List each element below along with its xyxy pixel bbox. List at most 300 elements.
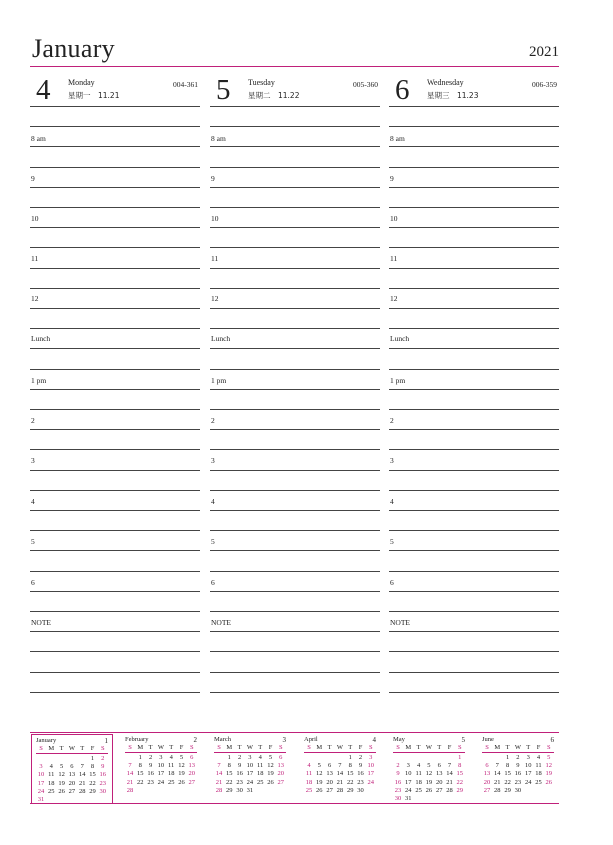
mini-calendar-day: 6 — [485, 762, 489, 770]
mini-calendar-day: 18 — [48, 779, 55, 787]
mini-calendar-day: 14 — [78, 771, 86, 779]
mini-calendar-day: 20 — [483, 778, 491, 786]
time-slot-label: 4 — [211, 497, 215, 506]
weekday-letter: S — [457, 744, 462, 751]
mini-calendar-day: 7 — [128, 762, 132, 770]
mini-calendar-day: 17 — [157, 770, 165, 778]
time-slot-label: 3 — [390, 456, 394, 465]
writing-line — [389, 449, 559, 450]
mini-calendar-day: 4 — [258, 754, 262, 761]
mini-calendar-day: 9 — [516, 762, 520, 770]
mini-calendar-day: 7 — [217, 762, 221, 770]
mini-calendar-day: 27 — [277, 778, 285, 786]
mini-calendar-day: 12 — [316, 770, 323, 778]
mini-calendar-day: 27 — [326, 786, 333, 794]
mini-calendar — [389, 734, 469, 802]
mini-calendar-day: 19 — [425, 778, 433, 786]
writing-line — [30, 510, 200, 511]
mini-calendar-day: 2 — [148, 754, 153, 761]
mini-calendar-day: 16 — [514, 770, 522, 778]
mini-calendar-day: 2 — [237, 754, 242, 761]
writing-line — [210, 247, 380, 248]
time-slot-label: 2 — [390, 416, 394, 425]
mini-calendar-day: 22 — [504, 778, 511, 786]
writing-line — [389, 672, 559, 673]
time-slot-label: 1 pm — [390, 376, 406, 385]
writing-line — [389, 207, 559, 208]
writing-line — [389, 591, 559, 592]
weekday-letter: W — [68, 745, 75, 752]
day-lunar-date: 星期三 11.23 — [427, 91, 479, 100]
mini-calendar-day: 30 — [514, 786, 522, 794]
writing-line — [389, 348, 559, 349]
time-slot-label: 5 — [390, 537, 394, 546]
writing-line — [30, 631, 200, 632]
mini-calendar-month-number: 2 — [193, 736, 197, 744]
mini-calendar-month-number: 6 — [550, 736, 554, 744]
writing-line — [389, 631, 559, 632]
writing-line — [210, 571, 380, 572]
mini-calendar-day: 6 — [437, 762, 441, 770]
time-slot-label: 4 — [390, 497, 394, 506]
mini-calendar-day: 12 — [425, 770, 433, 778]
time-slot-label: 12 — [31, 294, 39, 303]
weekday-letter: F — [447, 744, 452, 751]
weekday-header — [393, 744, 465, 753]
weekday-header — [125, 744, 197, 753]
mini-calendar-day: 9 — [237, 762, 242, 770]
writing-line — [30, 490, 200, 491]
weekday-header — [214, 744, 286, 753]
mini-calendar-month: June — [482, 736, 494, 743]
time-slot-label: 11 — [390, 254, 398, 263]
writing-line — [389, 389, 559, 390]
mini-calendar-day: 15 — [504, 770, 511, 778]
writing-line — [389, 651, 559, 652]
mini-calendar-day: 22 — [89, 779, 96, 787]
mini-calendar-day: 29 — [504, 786, 511, 794]
mini-calendar-day: 11 — [305, 770, 313, 778]
writing-line — [389, 268, 559, 269]
mini-calendar-day: 13 — [435, 770, 443, 778]
weekday-letter: M — [48, 745, 55, 752]
mini-calendar-day: 9 — [101, 763, 105, 771]
weekday-letter: S — [189, 744, 194, 751]
weekday-letter: T — [416, 744, 421, 751]
writing-line — [210, 106, 380, 107]
mini-calendar-day: 10 — [367, 762, 375, 770]
writing-line — [210, 692, 380, 693]
mini-calendar-day: 27 — [483, 786, 491, 794]
mini-calendar-day: 1 — [138, 754, 142, 761]
time-slot-label: 9 — [31, 174, 35, 183]
mini-calendar-day: 22 — [137, 778, 144, 786]
time-slot-label: 5 — [211, 537, 215, 546]
mini-calendar-day: 21 — [126, 778, 134, 786]
mini-calendar-day: 25 — [48, 787, 55, 795]
mini-calendar-day: 13 — [188, 762, 196, 770]
mini-calendar-day: 5 — [179, 754, 184, 761]
mini-calendar-day: 19 — [178, 770, 185, 778]
mini-calendar-day: 22 — [346, 778, 354, 786]
weekday-letter: M — [226, 744, 233, 751]
weekday-letter: F — [179, 744, 184, 751]
mini-calendar-day: 19 — [545, 770, 553, 778]
writing-line — [210, 187, 380, 188]
mini-calendar-day: 26 — [58, 787, 65, 795]
mini-calendar-day: 14 — [446, 770, 453, 778]
weekday-letter: S — [39, 745, 43, 752]
writing-line — [210, 167, 380, 168]
mini-calendar-day: 5 — [547, 754, 551, 761]
writing-line — [210, 126, 380, 127]
writing-line — [389, 328, 559, 329]
mini-calendar-day: 21 — [336, 778, 344, 786]
weekday-header — [304, 744, 376, 753]
mini-calendar-day: 24 — [37, 787, 45, 795]
mini-calendar-day: 30 — [394, 795, 402, 802]
mini-calendar-day: 16 — [236, 770, 243, 778]
mini-calendar-day: 18 — [535, 770, 542, 778]
weekday-letter: T — [327, 744, 332, 751]
mini-calendar-day: 14 — [126, 770, 134, 778]
mini-calendar-day: 13 — [483, 770, 491, 778]
mini-calendar-day: 8 — [138, 762, 142, 770]
writing-line — [30, 207, 200, 208]
mini-calendar-day: 3 — [248, 754, 252, 761]
writing-line — [210, 672, 380, 673]
time-slot-label: 4 — [31, 497, 35, 506]
mini-calendar-day: 26 — [267, 778, 274, 786]
mini-calendar-day: 9 — [358, 762, 363, 770]
writing-line — [30, 692, 200, 693]
mini-calendar-day: 11 — [48, 771, 55, 779]
writing-line — [210, 288, 380, 289]
mini-calendar-month: January — [36, 737, 57, 744]
writing-line — [30, 449, 200, 450]
writing-line — [210, 470, 380, 471]
weekday-letter: T — [237, 744, 242, 751]
weekday-letter: W — [246, 744, 253, 751]
mini-calendar-day: 9 — [148, 762, 153, 770]
mini-calendar-day: 28 — [336, 786, 344, 794]
weekday-letter: S — [546, 744, 551, 751]
mini-calendar-day: 9 — [396, 770, 400, 778]
weekday-letter: F — [90, 745, 95, 752]
mini-calendar-day: 20 — [435, 778, 443, 786]
mini-calendar-day: 5 — [268, 754, 273, 761]
writing-line — [30, 227, 200, 228]
mini-calendar-day: 1 — [458, 754, 462, 761]
mini-calendar-day: 17 — [524, 770, 532, 778]
mini-calendar-day: 21 — [78, 779, 86, 787]
day-name: Monday — [68, 78, 95, 87]
footer-divider-top — [30, 732, 559, 733]
weekday-header — [36, 745, 108, 754]
time-slot-label: 8 am — [31, 134, 46, 143]
day-number: 6 — [395, 74, 410, 106]
mini-calendar-day: 3 — [526, 754, 530, 761]
mini-calendar-day: 2 — [101, 755, 105, 762]
mini-calendar-day: 7 — [338, 762, 342, 770]
time-slot-label: 11 — [31, 254, 39, 263]
mini-calendar-day: 2 — [396, 762, 400, 770]
writing-line — [210, 348, 380, 349]
mini-calendar-day: 10 — [157, 762, 165, 770]
writing-line — [389, 409, 559, 410]
writing-line — [210, 369, 380, 370]
mini-calendar-day: 25 — [305, 786, 313, 794]
writing-line — [389, 288, 559, 289]
writing-line — [389, 429, 559, 430]
mini-calendar-day: 10 — [405, 770, 412, 778]
mini-calendar-day: 29 — [226, 786, 233, 794]
mini-calendar-day: 4 — [49, 763, 53, 771]
mini-calendar-day: 6 — [70, 763, 74, 771]
writing-line — [30, 106, 200, 107]
mini-calendar-day: 28 — [215, 786, 223, 794]
writing-line — [30, 591, 200, 592]
mini-calendar-day: 16 — [357, 770, 364, 778]
mini-calendar-day: 23 — [236, 778, 243, 786]
mini-calendar-day: 19 — [316, 778, 323, 786]
writing-line — [30, 429, 200, 430]
mini-calendar-day: 1 — [505, 754, 510, 761]
mini-calendar-day: 30 — [236, 786, 243, 794]
mini-calendar-day: 30 — [99, 787, 107, 795]
mini-calendar-day: 1 — [90, 755, 95, 762]
weekday-letter: M — [405, 744, 412, 751]
mini-calendar-day: 19 — [58, 779, 65, 787]
weekday-letter: S — [128, 744, 132, 751]
mini-calendar-day: 28 — [126, 786, 134, 794]
writing-line — [389, 571, 559, 572]
writing-line — [210, 328, 380, 329]
mini-calendar-day: 26 — [178, 778, 185, 786]
weekday-letter: T — [526, 744, 531, 751]
mini-calendar-day: 23 — [147, 778, 154, 786]
day-of-year-code: 005-360 — [353, 80, 378, 89]
mini-calendar — [478, 734, 558, 802]
mini-calendar-day: 8 — [458, 762, 462, 770]
mini-calendar-day: 28 — [494, 786, 501, 794]
mini-calendar-day: 8 — [227, 762, 231, 770]
mini-calendar-day: 7 — [80, 763, 84, 771]
weekday-letter: F — [268, 744, 273, 751]
time-slot-label: 10 — [211, 214, 219, 223]
mini-calendar-day: 13 — [68, 771, 76, 779]
mini-calendar-day: 23 — [357, 778, 364, 786]
mini-calendar-day: 3 — [406, 762, 410, 770]
writing-line — [30, 530, 200, 531]
mini-calendar-day: 17 — [367, 770, 375, 778]
weekday-letter: S — [217, 744, 221, 751]
time-slot-label: 6 — [211, 578, 215, 587]
writing-line — [30, 470, 200, 471]
mini-calendar-day: 28 — [446, 786, 453, 794]
mini-calendar-day: 1 — [227, 754, 231, 761]
mini-calendar-day: 29 — [89, 787, 96, 795]
time-slot-label: Lunch — [31, 334, 51, 343]
mini-calendar-day: 10 — [246, 762, 254, 770]
mini-calendar-day: 23 — [514, 778, 522, 786]
weekday-letter: W — [514, 744, 521, 751]
mini-calendar-day: 20 — [68, 779, 76, 787]
weekday-letter: S — [307, 744, 311, 751]
time-slot-label: 3 — [211, 456, 215, 465]
weekday-letter: T — [59, 745, 64, 752]
year-label: 2021 — [529, 44, 559, 60]
mini-calendar-day: 17 — [246, 770, 254, 778]
writing-line — [30, 651, 200, 652]
mini-calendar-day: 6 — [279, 754, 283, 761]
writing-line — [30, 146, 200, 147]
writing-line — [210, 631, 380, 632]
writing-line — [30, 611, 200, 612]
mini-calendar-month-number: 3 — [282, 736, 286, 744]
writing-line — [30, 348, 200, 349]
time-slot-label: 2 — [211, 416, 215, 425]
mini-calendar-day: 2 — [358, 754, 363, 761]
writing-line — [210, 530, 380, 531]
mini-calendar-day: 13 — [326, 770, 333, 778]
mini-calendar-day: 1 — [348, 754, 352, 761]
mini-calendar-day: 22 — [226, 778, 233, 786]
mini-calendar-day: 21 — [494, 778, 501, 786]
writing-line — [389, 692, 559, 693]
mini-calendar-day: 26 — [425, 786, 433, 794]
weekday-letter: S — [396, 744, 400, 751]
day-lunar-date: 星期二 11.22 — [248, 91, 300, 100]
mini-calendar-month: March — [214, 736, 231, 743]
weekday-letter: S — [368, 744, 373, 751]
weekday-letter: W — [336, 744, 343, 751]
mini-calendar-day: 15 — [137, 770, 144, 778]
mini-calendar — [121, 734, 201, 802]
writing-line — [389, 227, 559, 228]
mini-calendar-day: 12 — [545, 762, 553, 770]
mini-calendar-day: 5 — [317, 762, 321, 770]
mini-calendar-day: 24 — [367, 778, 375, 786]
mini-calendar-day: 12 — [178, 762, 185, 770]
weekday-letter: S — [485, 744, 489, 751]
mini-calendar-day: 27 — [68, 787, 76, 795]
weekday-letter: T — [348, 744, 353, 751]
weekday-letter: T — [148, 744, 153, 751]
day-number: 4 — [36, 74, 51, 106]
weekday-letter: F — [536, 744, 541, 751]
mini-calendar — [210, 734, 290, 802]
writing-line — [389, 187, 559, 188]
mini-calendar-day: 24 — [157, 778, 165, 786]
time-slot-label: 12 — [211, 294, 219, 303]
mini-calendar-day: 7 — [447, 762, 452, 770]
writing-line — [389, 490, 559, 491]
mini-calendar-day: 15 — [89, 771, 96, 779]
time-slot-label: Lunch — [390, 334, 410, 343]
writing-line — [30, 571, 200, 572]
mini-calendar-day: 4 — [536, 754, 541, 761]
writing-line — [210, 227, 380, 228]
writing-line — [210, 409, 380, 410]
mini-calendar-day: 22 — [456, 778, 464, 786]
mini-calendar-day: 27 — [188, 778, 196, 786]
mini-calendar-month-number: 1 — [104, 737, 108, 745]
mini-calendar-day: 20 — [188, 770, 196, 778]
mini-calendar-day: 29 — [346, 786, 354, 794]
writing-line — [389, 530, 559, 531]
mini-calendar-month: May — [393, 736, 405, 743]
writing-line — [210, 268, 380, 269]
mini-calendar-day: 24 — [524, 778, 532, 786]
mini-calendar-day: 31 — [405, 795, 412, 802]
month-title: January — [32, 34, 115, 63]
mini-calendar-day: 18 — [167, 770, 175, 778]
writing-line — [30, 308, 200, 309]
mini-calendar-month: April — [304, 736, 318, 743]
mini-calendar-day: 18 — [256, 770, 264, 778]
mini-calendar-day: 15 — [346, 770, 354, 778]
weekday-header — [482, 744, 554, 753]
writing-line — [389, 611, 559, 612]
mini-calendar-day: 5 — [427, 762, 431, 770]
time-slot-label: NOTE — [31, 618, 51, 627]
time-slot-label: Lunch — [211, 334, 231, 343]
weekday-letter: M — [137, 744, 144, 751]
mini-calendar-day: 17 — [37, 779, 45, 787]
time-slot-label: 9 — [390, 174, 394, 183]
writing-line — [389, 550, 559, 551]
weekday-letter: M — [316, 744, 323, 751]
mini-calendar-month-number: 5 — [461, 736, 465, 744]
time-slot-label: NOTE — [390, 618, 410, 627]
mini-calendar-day: 30 — [357, 786, 364, 794]
writing-line — [30, 328, 200, 329]
writing-line — [210, 449, 380, 450]
mini-calendar-day: 10 — [37, 771, 45, 779]
mini-calendar-day: 27 — [435, 786, 443, 794]
mini-calendar-day: 6 — [190, 754, 194, 761]
mini-calendar-day: 25 — [535, 778, 542, 786]
mini-calendar-day: 15 — [456, 770, 464, 778]
mini-calendar-day: 29 — [456, 786, 464, 794]
mini-calendar-day: 26 — [545, 778, 553, 786]
mini-calendar — [300, 734, 380, 802]
day-of-year-code: 004-361 — [173, 80, 198, 89]
mini-calendar-day: 25 — [256, 778, 264, 786]
mini-calendar-day: 11 — [168, 762, 175, 770]
mini-calendar-day: 3 — [369, 754, 373, 761]
writing-line — [210, 510, 380, 511]
mini-calendar-day: 16 — [394, 778, 402, 786]
mini-calendar-day: 13 — [277, 762, 285, 770]
writing-line — [30, 126, 200, 127]
time-slot-label: 8 am — [211, 134, 226, 143]
mini-calendar-day: 18 — [305, 778, 313, 786]
mini-calendar-day: 19 — [267, 770, 274, 778]
mini-calendar-day: 3 — [39, 763, 43, 771]
writing-line — [30, 389, 200, 390]
mini-calendar-day: 14 — [336, 770, 344, 778]
mini-calendar-day: 8 — [348, 762, 352, 770]
mini-calendar-day: 21 — [215, 778, 223, 786]
writing-line — [210, 146, 380, 147]
time-slot-label: 10 — [31, 214, 39, 223]
mini-calendar-day: 23 — [394, 786, 402, 794]
time-slot-label: 9 — [211, 174, 215, 183]
weekday-letter: F — [358, 744, 363, 751]
writing-line — [30, 369, 200, 370]
